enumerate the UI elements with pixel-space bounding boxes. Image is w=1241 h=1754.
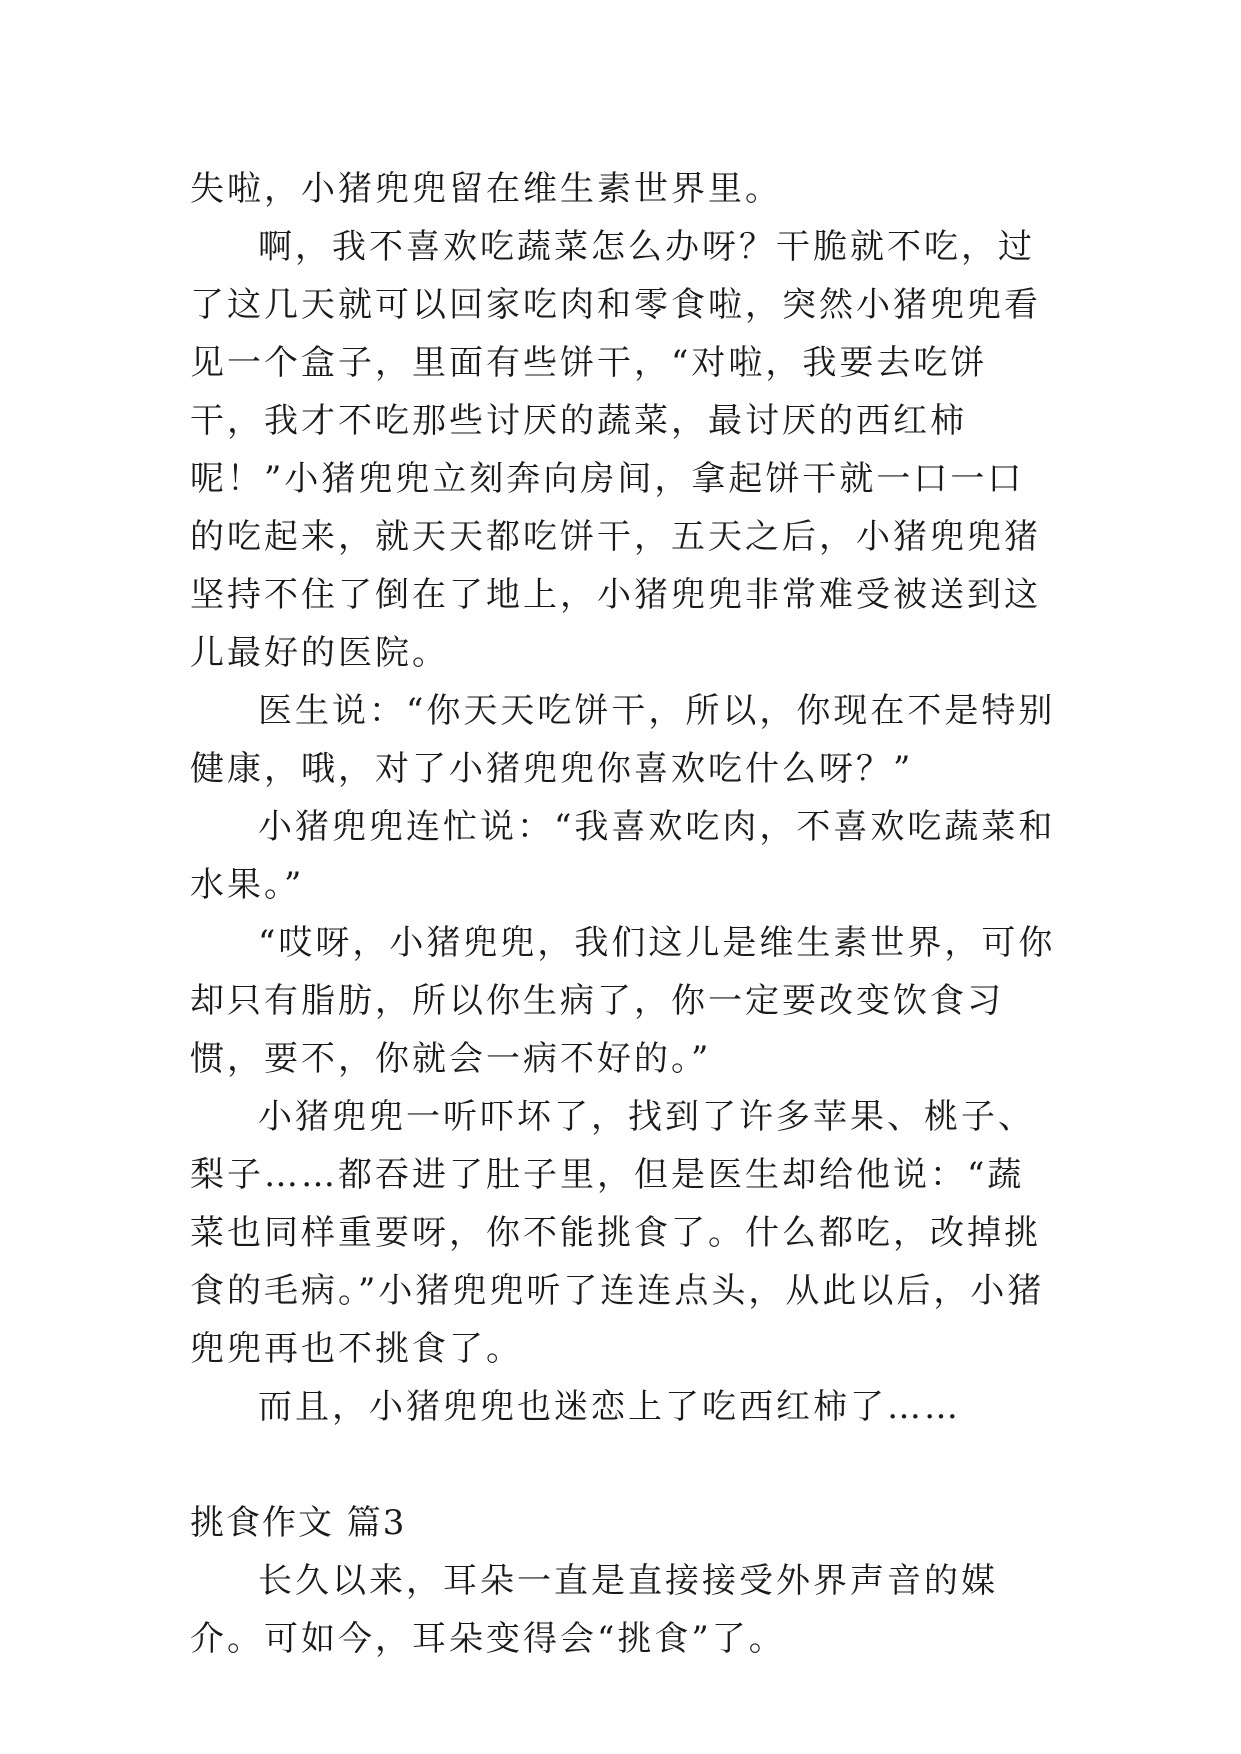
paragraph: 小猪兜兜连忙说：“我喜欢吃肉，不喜欢吃蔬菜和水果。” <box>190 807 1056 905</box>
paragraph: “哎呀，小猪兜兜，我们这儿是维生素世界，可你却只有脂肪，所以你生病了，你一定要改变饮食习惯，要不，你就会一病不好的。” <box>190 923 1056 1079</box>
paragraph: 小猪兜兜一听吓坏了，找到了许多苹果、桃子、梨子……都吞进了肚子里，但是医生却给他说：“蔬菜也同样重要呀，你不能挑食了。什么都吃，改掉挑食的毛病。”小猪兜兜听了连连点头，从此以后，小猪兜兜再也不挑食了。 <box>190 1097 1045 1369</box>
paragraph-continuation: 失啦，小猪兜兜留在维生素世界里。 <box>190 169 782 209</box>
document-body <box>190 160 1060 1668</box>
paragraph: 长久以来，耳朵一直是直接接受外界声音的媒介。可如今，耳朵变得会“挑食”了。 <box>190 1561 998 1659</box>
paragraph: 啊，我不喜欢吃蔬菜怎么办呀？干脆就不吃，过了这几天就可以回家吃肉和零食啦，突然小猪兜兜看见一个盒子，里面有些饼干，“对啦，我要去吃饼干，我才不吃那些讨厌的蔬菜，最讨厌的西红柿呢！”小猪兜兜立刻奔向房间，拿起饼干就一口一口的吃起来，就天天都吃饼干，五天之后，小猪兜兜猪坚持不住了倒在了地上，小猪兜兜非常难受被送到这儿最好的医院。 <box>190 227 1041 673</box>
paragraph: 而且，小猪兜兜也迷恋上了吃西红柿了…… <box>258 1387 961 1427</box>
paragraph: 医生说：“你天天吃饼干，所以，你现在不是特别健康，哦，对了小猪兜兜你喜欢吃什么呀？” <box>190 691 1056 789</box>
section-heading: 挑食作文 篇3 <box>190 1503 407 1543</box>
